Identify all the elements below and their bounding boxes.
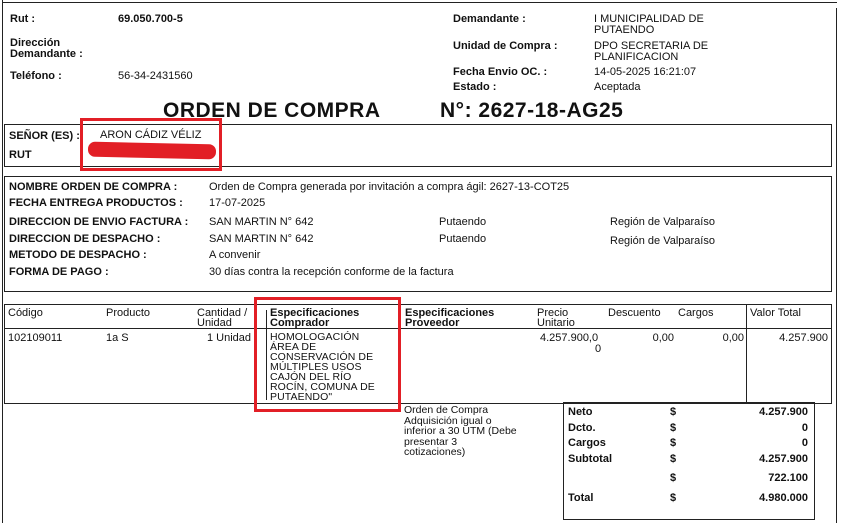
row-descuento: 0,00 bbox=[652, 332, 674, 344]
page-right-border bbox=[836, 8, 837, 523]
neto-label: Neto bbox=[568, 406, 593, 418]
despacho-region: Región de Valparaíso bbox=[610, 235, 715, 247]
iva-value: 722.100 bbox=[768, 472, 808, 484]
currency-symbol: $ bbox=[670, 492, 677, 504]
despacho-address-label: DIRECCION DE DESPACHO : bbox=[9, 233, 161, 245]
recipient-rut-label: RUT bbox=[9, 149, 32, 161]
note-line: Orden de Compra bbox=[404, 404, 489, 416]
demandante-value-line1: I MUNICIPALIDAD DE bbox=[594, 13, 704, 25]
page-left-border bbox=[2, 0, 3, 523]
demandante-value-line2: PUTAENDO bbox=[594, 24, 655, 36]
spec-line: CONSERVACIÓN DE bbox=[270, 351, 374, 363]
col-header-valor-total: Valor Total bbox=[750, 307, 801, 319]
row-cantidad: 1 Unidad bbox=[207, 332, 252, 344]
direccion-label-line2: Demandante : bbox=[10, 48, 83, 60]
col-header-precio-line2: Unitario bbox=[537, 317, 575, 329]
col-header-esp-comprador-line2: Comprador bbox=[270, 317, 330, 329]
spec-line: HOMOLOGACIÓN bbox=[270, 331, 360, 343]
subtotal-label: Subtotal bbox=[568, 453, 612, 465]
fecha-envio-label: Fecha Envio OC. : bbox=[453, 66, 548, 78]
col-header-esp-proveedor-line1: Especificaciones bbox=[405, 307, 495, 319]
note-line: cotizaciones) bbox=[404, 446, 466, 458]
order-note bbox=[404, 405, 517, 458]
spec-line: ROCÍN, COMUNA DE bbox=[270, 381, 375, 393]
fecha-envio-value: 14-05-2025 16:21:07 bbox=[594, 66, 697, 78]
subtotal-value: 4.257.900 bbox=[759, 453, 808, 465]
estado-label: Estado : bbox=[453, 81, 497, 93]
row-valor-total: 4.257.900 bbox=[779, 332, 828, 344]
spec-line: ÁREA DE bbox=[270, 341, 317, 353]
nombre-orden-label: NOMBRE ORDEN DE COMPRA : bbox=[9, 181, 178, 193]
col-header-precio-line1: Precio bbox=[537, 307, 569, 319]
note-line: inferior a 30 UTM (Debe bbox=[404, 425, 517, 437]
page-top-border bbox=[2, 2, 837, 3]
senor-label: SEÑOR (ES) : bbox=[9, 130, 80, 142]
spec-line: PUTAENDO" bbox=[270, 391, 333, 403]
cargos-label: Cargos bbox=[568, 437, 606, 449]
demandante-label: Demandante : bbox=[453, 13, 526, 25]
nombre-orden-value: Orden de Compra generada por invitación a compra ágil: 2627-13-COT25 bbox=[209, 181, 570, 193]
fecha-entrega-label: FECHA ENTREGA PRODUCTOS : bbox=[9, 197, 183, 209]
factura-city: Putaendo bbox=[439, 216, 487, 228]
total-value: 4.980.000 bbox=[759, 492, 808, 504]
col-header-producto: Producto bbox=[106, 307, 151, 319]
col-header-cantidad-line1: Cantidad / bbox=[197, 307, 248, 319]
col-header-codigo: Código bbox=[8, 307, 43, 319]
forma-pago-label: FORMA DE PAGO : bbox=[9, 266, 109, 278]
col-header-esp-comprador-line1: Especificaciones bbox=[270, 307, 360, 319]
total-label: Total bbox=[568, 492, 594, 504]
factura-address: SAN MARTIN N° 642 bbox=[209, 216, 314, 228]
col-header-esp-proveedor-line2: Proveedor bbox=[405, 317, 460, 329]
col-header-cargos: Cargos bbox=[678, 307, 714, 319]
despacho-city: Putaendo bbox=[439, 233, 487, 245]
currency-symbol: $ bbox=[670, 422, 677, 434]
forma-pago-value: 30 días contra la recepción conforme de la factura bbox=[209, 266, 454, 278]
row-codigo: 102109011 bbox=[8, 332, 63, 344]
col-header-descuento: Descuento bbox=[608, 307, 661, 319]
spec-line: CAJÓN DEL RÍO bbox=[270, 371, 352, 383]
page-title: ORDEN DE COMPRA bbox=[163, 99, 381, 122]
dcto-value: 0 bbox=[801, 422, 808, 434]
cargos-value: 0 bbox=[801, 437, 808, 449]
spec-line: MÚLTIPLES USOS bbox=[270, 361, 362, 373]
row-producto: 1a S bbox=[106, 332, 129, 344]
row-precio-line2: 0 bbox=[595, 343, 602, 355]
fecha-entrega-value: 17-07-2025 bbox=[209, 197, 266, 209]
metodo-despacho-value: A convenir bbox=[209, 249, 261, 261]
highlight-specifications bbox=[254, 297, 401, 412]
unidad-compra-value-line1: DPO SECRETARIA DE bbox=[594, 40, 709, 52]
direccion-label-line1: Dirección bbox=[10, 37, 61, 49]
neto-value: 4.257.900 bbox=[759, 406, 808, 418]
highlight-recipient bbox=[80, 118, 222, 171]
rut-value: 69.050.700-5 bbox=[118, 13, 183, 25]
col-header-cantidad-line2: Unidad bbox=[197, 317, 232, 329]
estado-value: Aceptada bbox=[594, 81, 641, 93]
row-cargos: 0,00 bbox=[722, 332, 744, 344]
dcto-label: Dcto. bbox=[568, 422, 596, 434]
unidad-compra-label: Unidad de Compra : bbox=[453, 40, 558, 52]
order-number: N°: 2627-18-AG25 bbox=[440, 99, 624, 122]
metodo-despacho-label: METODO DE DESPACHO : bbox=[9, 249, 147, 261]
note-line: presentar 3 bbox=[404, 435, 458, 448]
factura-address-label: DIRECCION DE ENVIO FACTURA : bbox=[9, 216, 189, 228]
despacho-address: SAN MARTIN N° 642 bbox=[209, 233, 314, 245]
row-precio-line1: 4.257.900,0 bbox=[540, 332, 599, 344]
currency-symbol: $ bbox=[670, 472, 677, 484]
unidad-compra-value-line2: PLANIFICACION bbox=[594, 51, 679, 63]
senor-value: ARON CÁDIZ VÉLIZ bbox=[100, 129, 202, 141]
note-line: Adquisición igual o bbox=[404, 414, 492, 427]
table-column-divider bbox=[746, 304, 747, 402]
rut-label: Rut : bbox=[10, 13, 36, 25]
currency-symbol: $ bbox=[670, 453, 677, 465]
currency-symbol: $ bbox=[670, 406, 677, 418]
telefono-label: Teléfono : bbox=[10, 70, 62, 82]
factura-region: Región de Valparaíso bbox=[610, 216, 715, 228]
telefono-value: 56-34-2431560 bbox=[118, 70, 193, 82]
currency-symbol: $ bbox=[670, 437, 677, 449]
